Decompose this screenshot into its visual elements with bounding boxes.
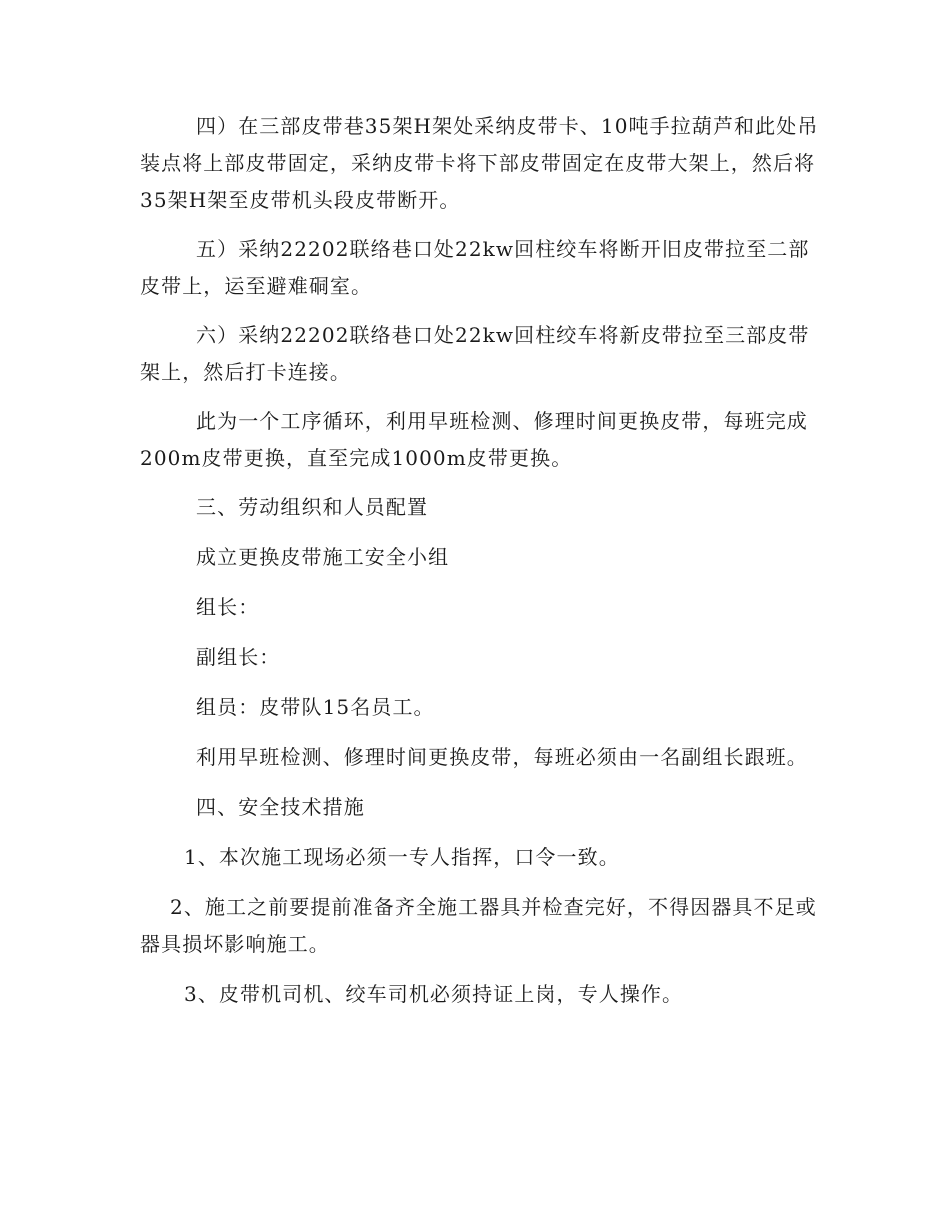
section-heading-safety: 四、安全技术措施	[196, 795, 365, 819]
paragraph-members: 组员：皮带队15名员工。	[196, 695, 435, 719]
paragraph-step-6: 六）采纳22202联络巷口处22kw回柱绞车将新皮带拉至三部皮带架上，然后打卡连接。	[140, 323, 810, 384]
section-heading-labor: 三、劳动组织和人员配置	[196, 495, 429, 519]
paragraph-team-leader: 组长：	[196, 595, 260, 619]
paragraph-cycle-note: 此为一个工序循环，利用早班检测、修理时间更换皮带，每班完成200m皮带更换，直至完成1000m皮带更换。	[140, 409, 808, 470]
safety-item-2: 2、施工之前要提前准备齐全施工器具并检查完好，不得因器具不足或器具损坏影响施工。	[140, 895, 817, 956]
paragraph-team-setup: 成立更换皮带施工安全小组	[196, 545, 450, 569]
paragraph-step-5: 五）采纳22202联络巷口处22kw回柱绞车将断开旧皮带拉至二部皮带上，运至避难硐室。	[140, 237, 810, 298]
safety-item-3: 3、皮带机司机、绞车司机必须持证上岗，专人操作。	[184, 982, 684, 1006]
paragraph-deputy-leader: 副组长：	[196, 645, 281, 669]
paragraph-step-4: 四）在三部皮带巷35架H架处采纳皮带卡、10吨手拉葫芦和此处吊装点将上部皮带固定，采纳皮带卡将下部皮带固定在皮带大架上，然后将35架H架至皮带机头段皮带断开。	[140, 114, 819, 212]
paragraph-shift-supervision: 利用早班检测、修理时间更换皮带，每班必须由一名副组长跟班。	[196, 745, 808, 769]
safety-item-1: 1、本次施工现场必须一专人指挥，口令一致。	[184, 845, 620, 869]
document-page	[140, 108, 820, 1013]
